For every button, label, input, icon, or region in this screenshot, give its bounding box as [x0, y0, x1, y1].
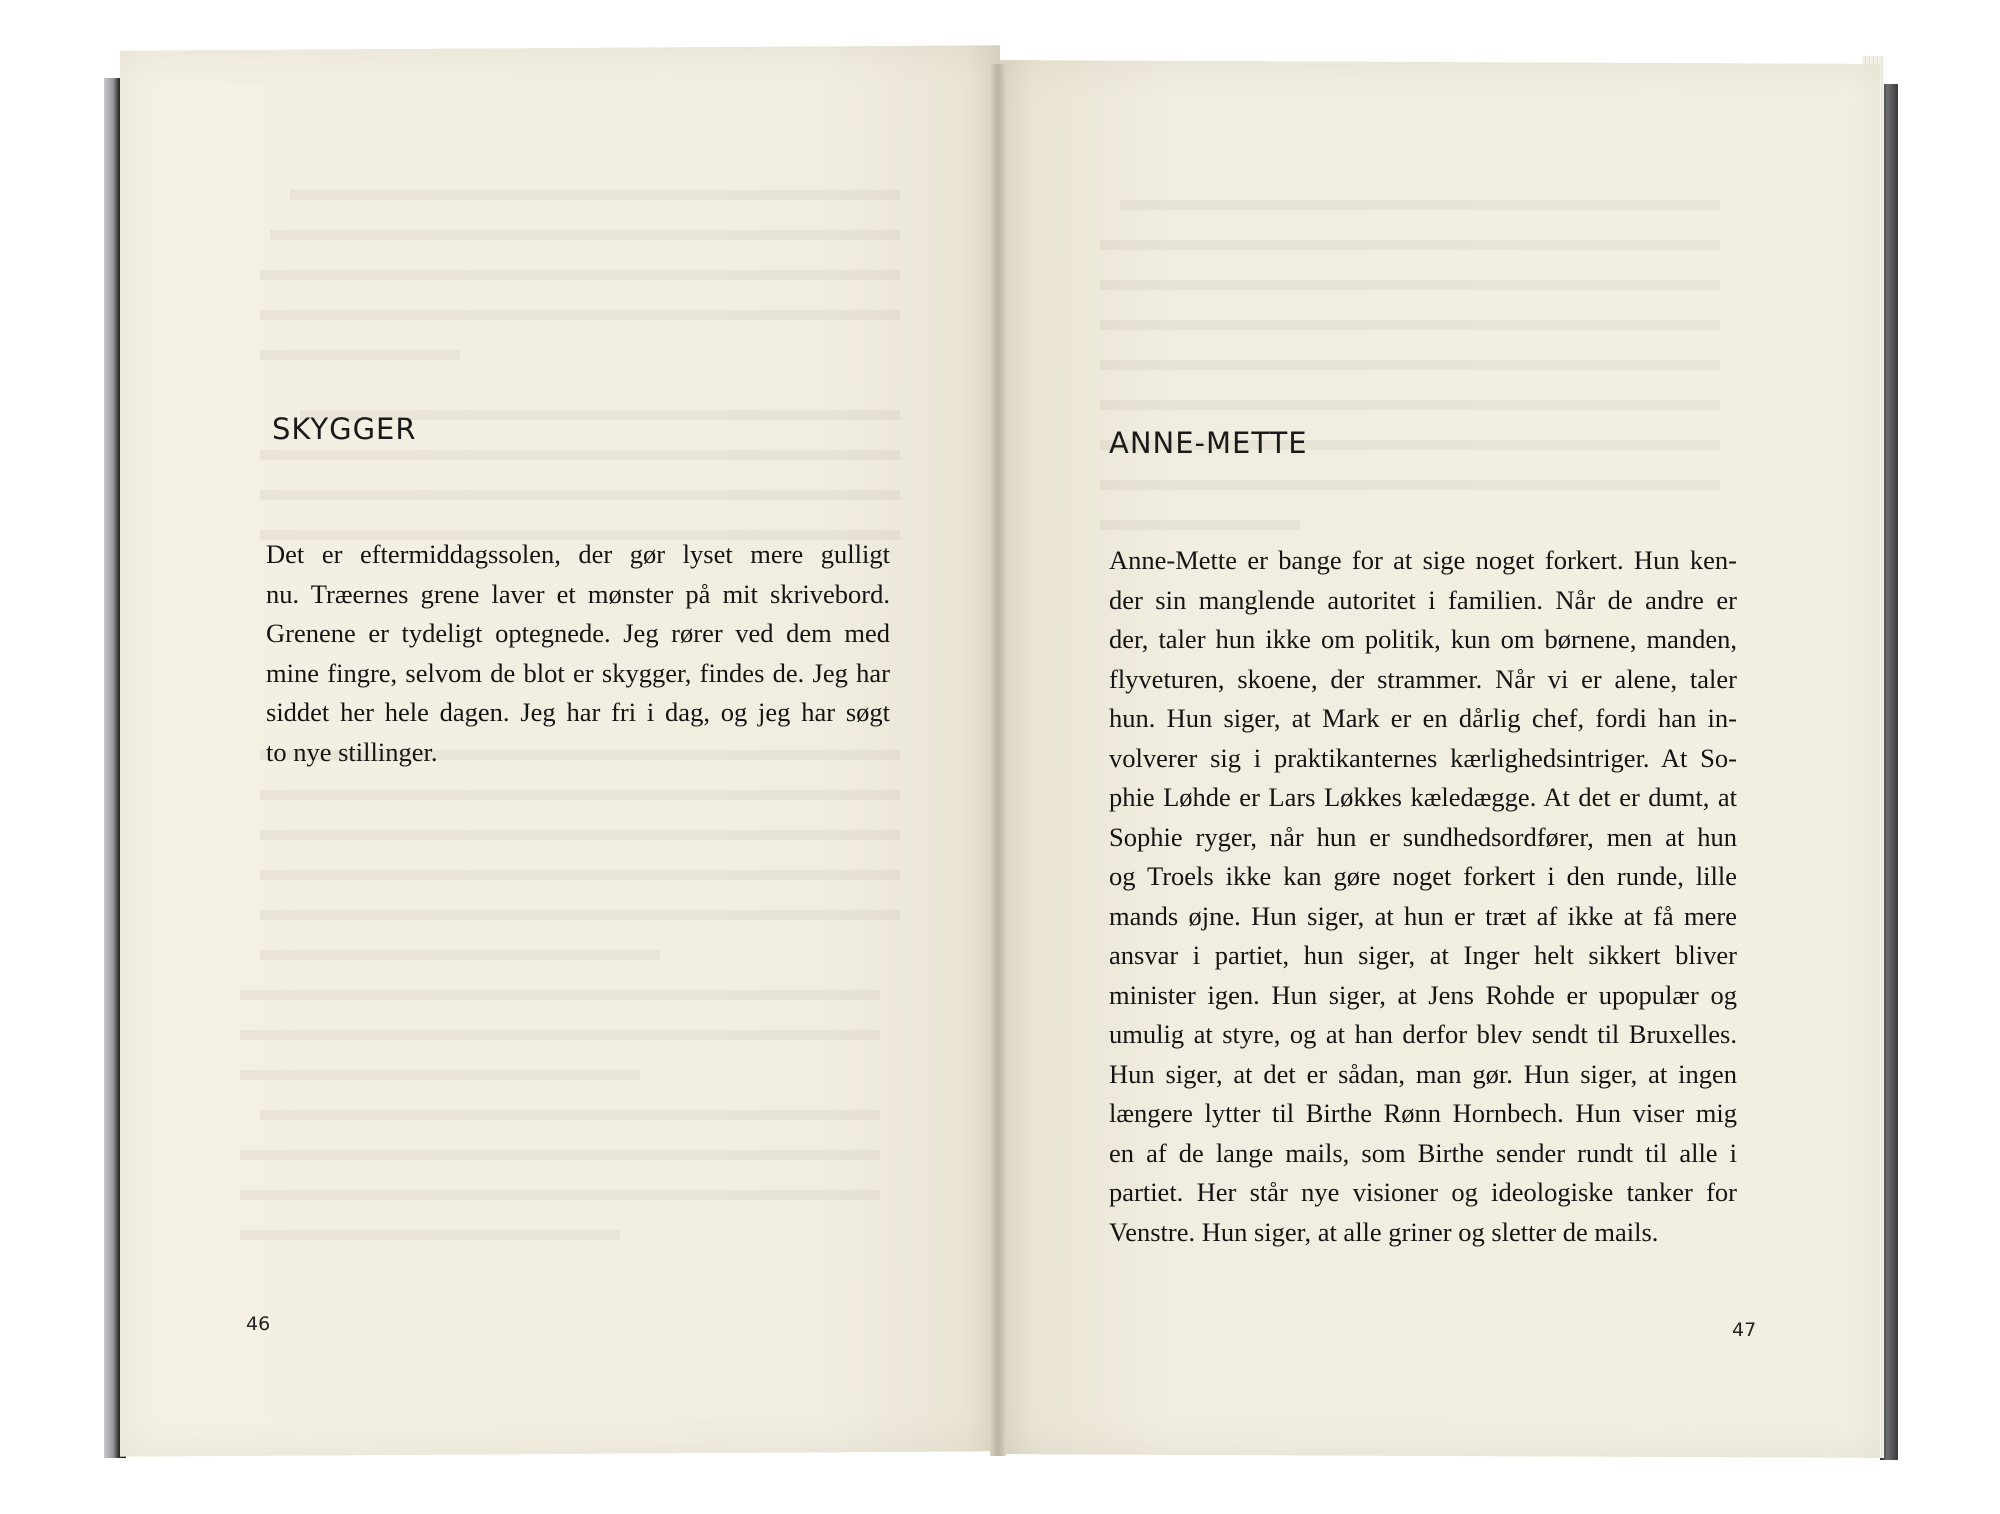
text-line: umulig at styre, og at han derfor blev sendt til Bruxelles.	[1109, 1019, 1737, 1049]
page-number-left: 46	[246, 1313, 271, 1335]
chapter-heading-right: ANNE-METTE	[1109, 426, 1308, 460]
text-line: volverer sig i praktikanternes kærlighedsintriger. At So-	[1109, 742, 1737, 773]
text-line: og Troels ikke kan gøre noget forkert i den runde, lille	[1109, 861, 1737, 891]
text-line: siddet her hele dagen. Jeg har fri i dag, og jeg har søgt	[266, 697, 890, 727]
text-line: to nye stillinger.	[266, 736, 438, 767]
text-line: partiet. Her står nye visioner og ideologiske tanker for	[1109, 1177, 1737, 1207]
text-line: hun. Hun siger, at Mark er en dårlig chef, fordi han in-	[1109, 703, 1737, 733]
text-line: der, taler hun ikke om politik, kun om børnene, manden,	[1109, 624, 1737, 654]
page-number-right: 47	[1732, 1319, 1757, 1341]
text-line: Anne-Mette er bange for at sige noget forkert. Hun ken-	[1109, 545, 1737, 575]
text-line: der sin manglende autoritet i familien. Når de andre er	[1109, 584, 1737, 615]
text-line: længere lytter til Birthe Rønn Hornbech. Hun viser mig	[1109, 1098, 1737, 1128]
chapter-heading-left: SKYGGER	[272, 412, 417, 446]
text-line: phie Løhde er Lars Løkkes kæledægge. At det er dumt, at	[1109, 782, 1737, 812]
text-line: nu. Træernes grene laver et mønster på mit skrivebord.	[266, 578, 890, 609]
text-line: Det er eftermiddagssolen, der gør lyset mere gulligt	[266, 539, 890, 569]
text-line: Hun siger, at det er sådan, man gør. Hun siger, at ingen	[1109, 1058, 1737, 1089]
text-line: Sophie ryger, når hun er sundhedsordfører, men at hun	[1109, 821, 1737, 852]
text-line: mine fingre, selvom de blot er skygger, findes de. Jeg har	[266, 657, 890, 688]
text-line: mands øjne. Hun siger, at hun er træt af ikke at få mere	[1109, 900, 1737, 931]
right-body-text	[1109, 541, 1737, 1252]
text-line: Grenene er tydeligt optegnede. Jeg rører ved dem med	[266, 618, 890, 648]
text-line: minister igen. Hun siger, at Jens Rohde er upopulær og	[1109, 979, 1737, 1010]
show-through-texture-right	[1100, 200, 1740, 540]
left-body-text	[266, 535, 890, 772]
text-line: en af de lange mails, som Birthe sender rundt til alle i	[1109, 1137, 1737, 1168]
text-line: ansvar i partiet, hun siger, at Inger helt sikkert bliver	[1109, 940, 1737, 970]
text-line: flyveturen, skoene, der strammer. Når vi er alene, taler	[1109, 663, 1737, 694]
book-gutter	[990, 64, 1006, 1456]
text-line: Venstre. Hun siger, at alle griner og sletter de mails.	[1109, 1216, 1659, 1247]
